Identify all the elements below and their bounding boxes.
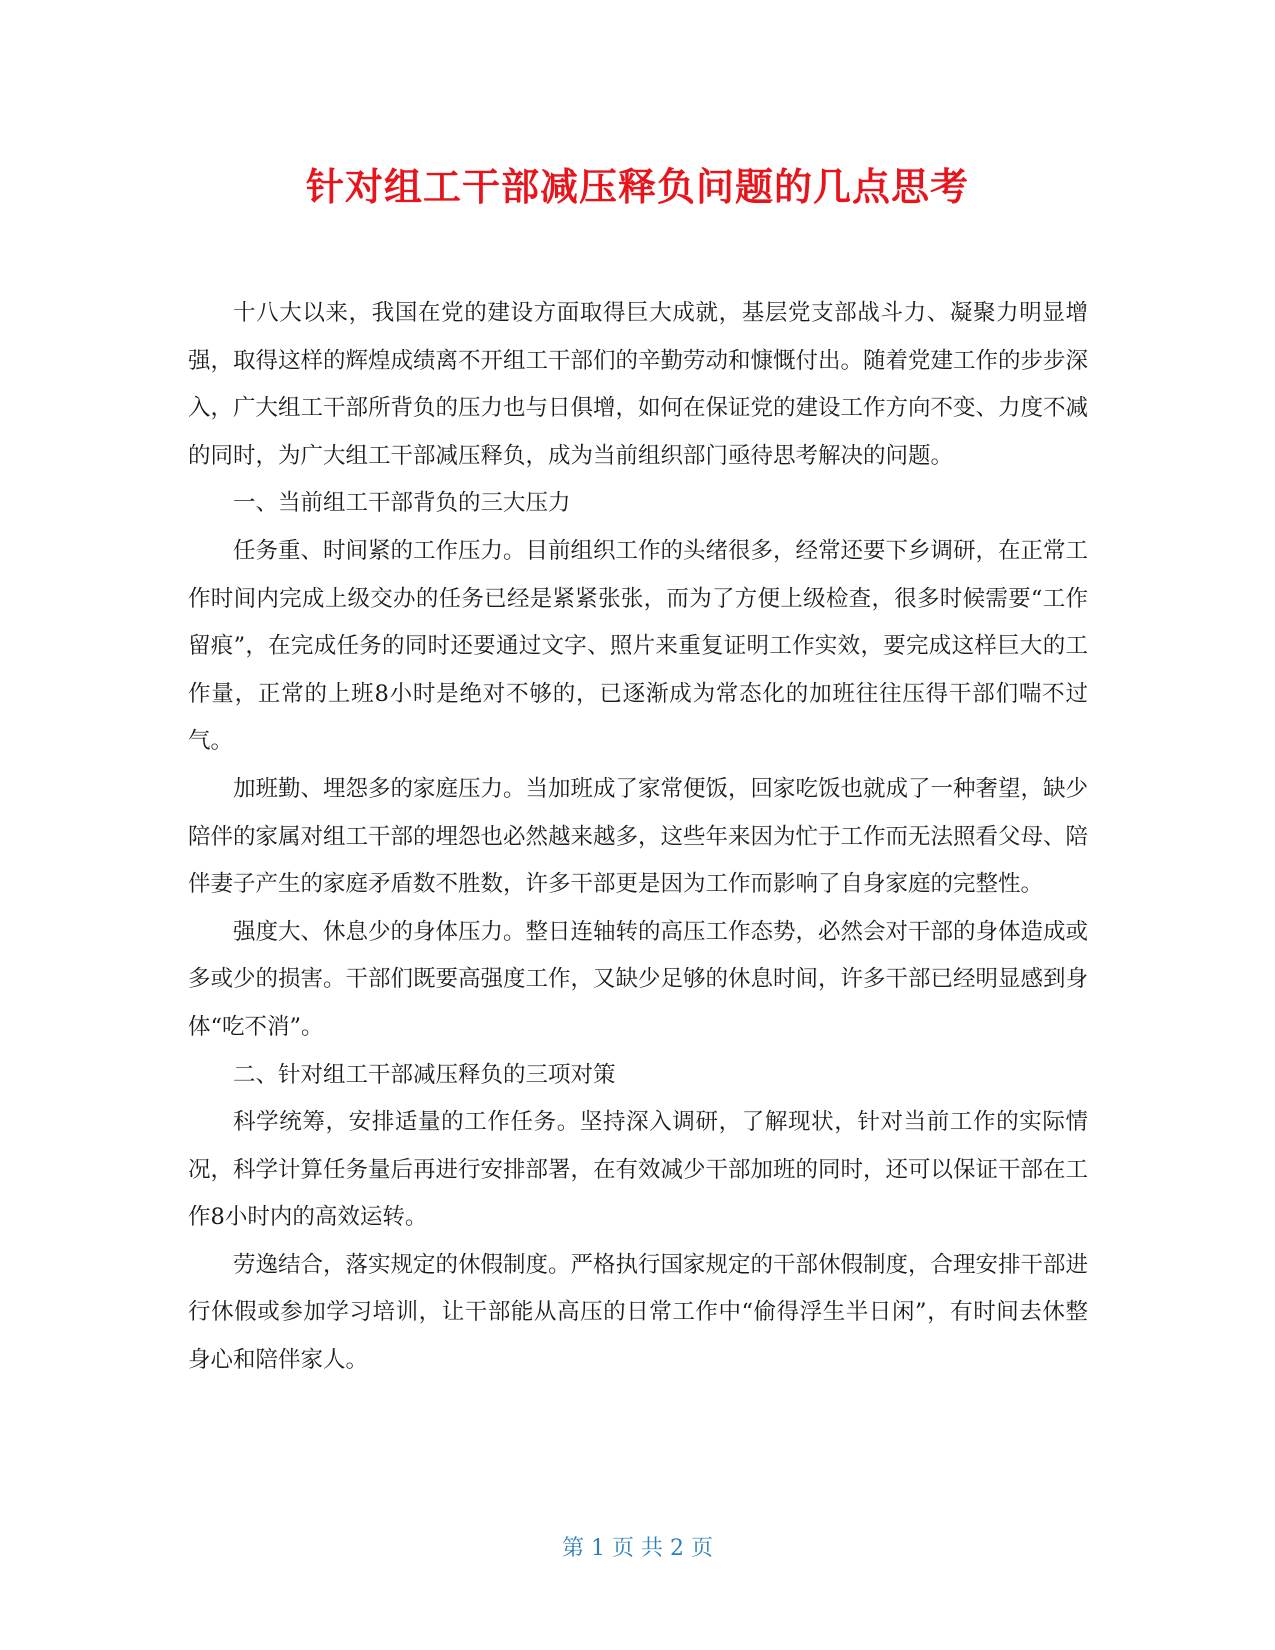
paragraph-leave-system: 劳逸结合，落实规定的休假制度。严格执行国家规定的干部休假制度，合理安排干部进行休假或参加学习培训，让干部能从高压的日常工作中“偷得浮生半日闲”，有时间去休整身心和陪伴家人。 <box>188 1251 1089 1374</box>
section-heading-1: 一、当前组工干部背负的三大压力 <box>233 490 571 517</box>
paragraph-work-pressure: 任务重、时间紧的工作压力。目前组织工作的头绪很多，经常还要下乡调研，在正常工作时间内完成上级交办的任务已经是紧紧张张，而为了方便上级检查，很多时候需要“工作留痕”，在完成任务的同时还要通过文字、照片来重复证明工作实效，要完成这样巨大的工作量，正常的上班8小时是绝对不够的，已逐渐成为常态化的加班往往压得干部们喘不过气。 <box>188 537 1089 755</box>
paragraph-physical-pressure: 强度大、休息少的身体压力。整日连轴转的高压工作态势，必然会对干部的身体造成或多或少的损害。干部们既要高强度工作，又缺少足够的休息时间，许多干部已经明显感到身体“吃不消”。 <box>188 918 1089 1040</box>
document-body <box>188 290 1088 1385</box>
document-title: 针对组工干部减压释负问题的几点思考 <box>305 165 969 209</box>
page-number-footer: 第 1 页 共 2 页 <box>562 1536 713 1561</box>
paragraph-scientific-planning: 科学统筹，安排适量的工作任务。坚持深入调研，了解现状，针对当前工作的实际情况，科学计算任务量后再进行安排部署，在有效减少干部加班的同时，还可以保证干部在工作8小时内的高效运转。 <box>188 1109 1089 1231</box>
paragraph-family-pressure: 加班勤、埋怨多的家庭压力。当加班成了家常便饭，回家吃饭也就成了一种奢望，缺少陪伴的家属对组工干部的埋怨也必然越来越多，这些年来因为忙于工作而无法照看父母、陪伴妻子产生的家庭矛盾数不胜数，许多干部更是因为工作而影响了自身家庭的完整性。 <box>188 775 1089 898</box>
paragraph-intro: 十八大以来，我国在党的建设方面取得巨大成就，基层党支部战斗力、凝聚力明显增强，取得这样的辉煌成绩离不开组工干部们的辛勤劳动和慷慨付出。随着党建工作的步步深入，广大组工干部所背负的压力也与日俱增，如何在保证党的建设工作方向不变、力度不减的同时，为广大组工干部减压释负，成为当前组织部门亟待思考解决的问题。 <box>188 300 1089 469</box>
section-heading-2: 二、针对组工干部减压释负的三项对策 <box>233 1061 616 1088</box>
